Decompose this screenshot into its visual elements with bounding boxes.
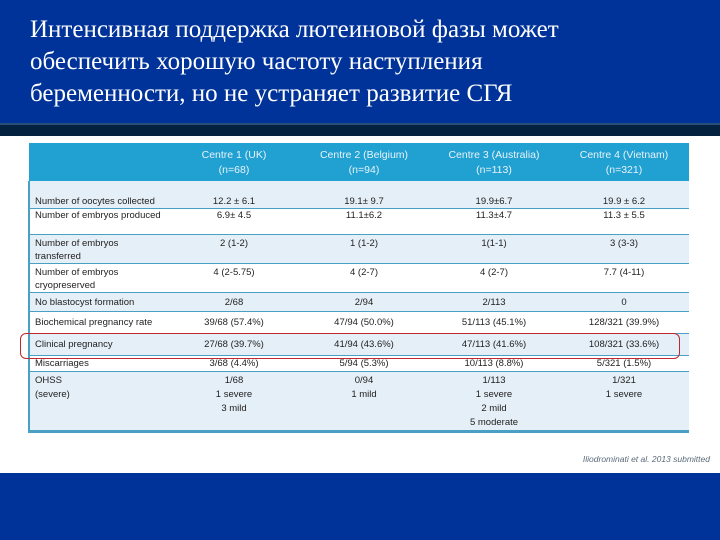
- results-table: [28, 143, 689, 433]
- footer-band: [0, 473, 720, 540]
- row-label: Miscarriages: [29, 356, 169, 372]
- cell-centre-4: 1/321 1 severe: [559, 372, 689, 432]
- cell-centre-2: 1 (1-2): [299, 235, 429, 264]
- table-row-ohss: [29, 372, 689, 432]
- row-label: Number of embryos produced: [29, 209, 169, 235]
- cell-centre-2: 11.1±6.2: [299, 209, 429, 235]
- cell-centre-3: 11.3±4.7: [429, 209, 559, 235]
- cell-centre-1: 4 (2-5.75): [169, 264, 299, 293]
- table-row-no-blastocyst: [29, 293, 689, 312]
- cell-centre-1: 2/68: [169, 293, 299, 312]
- column-header-centre-3: Centre 3 (Australia) (n=113): [429, 143, 559, 181]
- table-row-embryos-produced: [29, 209, 689, 235]
- table-row-embryos-transferred: [29, 235, 689, 264]
- title-line-2: обеспечить хорошую частоту наступления: [30, 48, 483, 75]
- row-label: Clinical pregnancy: [29, 334, 169, 356]
- column-header-centre-2: Centre 2 (Belgium) (n=94): [299, 143, 429, 181]
- cell-centre-1: 1/68 1 severe 3 mild: [169, 372, 299, 432]
- row-label: OHSS (severe): [29, 372, 169, 432]
- cell-centre-1: 12.2 ± 6.1: [169, 193, 299, 209]
- cell-centre-1: 39/68 (57.4%): [169, 312, 299, 334]
- cell-centre-3: 47/113 (41.6%): [429, 334, 559, 356]
- table-header-row: [29, 143, 689, 181]
- row-label: Number of oocytes collected: [29, 193, 169, 209]
- cell-centre-4: 5/321 (1.5%): [559, 356, 689, 372]
- cell-centre-4: 3 (3-3): [559, 235, 689, 264]
- spacer-row: [29, 181, 689, 193]
- cell-centre-1: 3/68 (4.4%): [169, 356, 299, 372]
- cell-centre-4: 128/321 (39.9%): [559, 312, 689, 334]
- cell-centre-4: 11.3 ± 5.5: [559, 209, 689, 235]
- cell-centre-1: 6.9± 4.5: [169, 209, 299, 235]
- divider-band: [0, 123, 720, 136]
- cell-centre-4: 108/321 (33.6%): [559, 334, 689, 356]
- row-label: Biochemical pregnancy rate: [29, 312, 169, 334]
- table-row-clinical-pregnancy: [29, 334, 689, 356]
- header-corner: [29, 143, 169, 181]
- cell-centre-2: 41/94 (43.6%): [299, 334, 429, 356]
- cell-centre-2: 2/94: [299, 293, 429, 312]
- cell-centre-4: 19.9 ± 6.2: [559, 193, 689, 209]
- row-label: Number of embryos transferred: [29, 235, 169, 264]
- cell-centre-3: 1/113 1 severe 2 mild 5 moderate: [429, 372, 559, 432]
- table-row-miscarriages: [29, 356, 689, 372]
- cell-centre-2: 4 (2-7): [299, 264, 429, 293]
- results-table-container: [28, 143, 688, 433]
- row-label: No blastocyst formation: [29, 293, 169, 312]
- cell-centre-2: 0/94 1 mild: [299, 372, 429, 432]
- column-header-centre-1: Centre 1 (UK) (n=68): [169, 143, 299, 181]
- cell-centre-3: 19.9±6.7: [429, 193, 559, 209]
- table-row-biochemical-pregnancy: [29, 312, 689, 334]
- table-row-embryos-cryopreserved: [29, 264, 689, 293]
- cell-centre-2: 47/94 (50.0%): [299, 312, 429, 334]
- title-line-1: Интенсивная поддержка лютеиновой фазы может: [30, 16, 559, 43]
- cell-centre-2: 5/94 (5.3%): [299, 356, 429, 372]
- cell-centre-1: 27/68 (39.7%): [169, 334, 299, 356]
- slide-title: [30, 14, 710, 110]
- row-label: Number of embryos cryopreserved: [29, 264, 169, 293]
- cell-centre-3: 51/113 (45.1%): [429, 312, 559, 334]
- column-header-centre-4: Centre 4 (Vietnam) (n=321): [559, 143, 689, 181]
- title-line-3: беременности, но не устраняет развитие СГЯ: [30, 80, 513, 107]
- cell-centre-3: 1(1-1): [429, 235, 559, 264]
- cell-centre-4: 0: [559, 293, 689, 312]
- cell-centre-3: 2/113: [429, 293, 559, 312]
- cell-centre-4: 7.7 (4-11): [559, 264, 689, 293]
- cell-centre-2: 19.1± 9.7: [299, 193, 429, 209]
- cell-centre-3: 4 (2-7): [429, 264, 559, 293]
- table-row-oocytes: [29, 193, 689, 209]
- cell-centre-3: 10/113 (8.8%): [429, 356, 559, 372]
- cell-centre-1: 2 (1-2): [169, 235, 299, 264]
- citation: Iliodrominati et al. 2013 submitted: [582, 454, 710, 464]
